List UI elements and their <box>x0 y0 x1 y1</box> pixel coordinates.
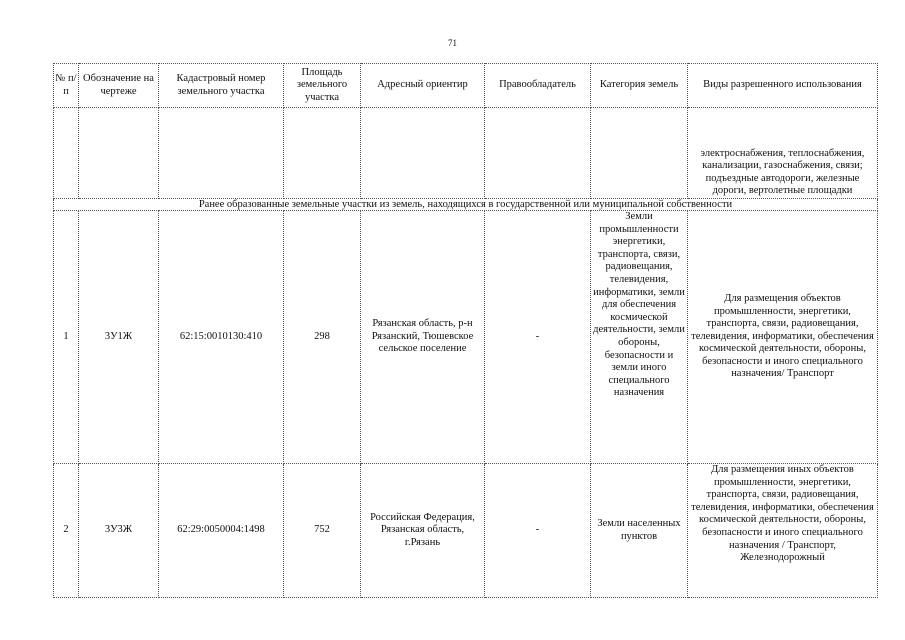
section-title: Ранее образованные земельные участки из земель, находящихся в государственной или муниципальной собственности <box>54 199 878 211</box>
cell-address: Рязанская область, р-н Рязанский, Тюшевское сельское поселение <box>361 211 485 464</box>
cell-designation: 3У3Ж <box>79 464 159 598</box>
cell-num: 2 <box>54 464 79 598</box>
header-category: Категория земель <box>591 64 688 108</box>
header-num: № п/п <box>54 64 79 108</box>
cell-num: 1 <box>54 211 79 464</box>
cell-address: Российская Федерация, Рязанская область, г.Рязань <box>361 464 485 598</box>
cell-usage: Для размещения объектов промышленности, энергетики, транспорта, связи, радиовещания, телевидения, информатики, обеспечения космической деятельности, обороны, безопасности и иного специального назначения/ Транспорт <box>688 211 878 464</box>
table-row-continuation <box>54 108 878 199</box>
table-header-row <box>54 64 878 108</box>
cell-category: Земли промышленности энергетики, транспорта, связи, радиовещания, телевидения, информатики, земли для обеспечения космической деятельности, земли обороны, безопасности и земли иного специального назначения <box>591 211 688 464</box>
table-row <box>54 211 878 464</box>
continuation-usage: электроснабжения, теплоснабжения, канализации, газоснабжения, связи; подъездные автодороги, железные дороги, вертолетные площадки <box>688 108 878 199</box>
cell-owner: - <box>485 464 591 598</box>
header-address: Адресный ориентир <box>361 64 485 108</box>
cell-cadastral: 62:15:0010130:410 <box>159 211 284 464</box>
cell-area: 752 <box>284 464 361 598</box>
cell-cadastral: 62:29:0050004:1498 <box>159 464 284 598</box>
header-cadastral: Кадастровый номер земельного участка <box>159 64 284 108</box>
section-row <box>54 199 878 211</box>
cell-designation: 3У1Ж <box>79 211 159 464</box>
header-owner: Правообладатель <box>485 64 591 108</box>
table-row <box>54 464 878 598</box>
header-area: Площадь земельного участка <box>284 64 361 108</box>
cell-area: 298 <box>284 211 361 464</box>
header-usage: Виды разрешенного использования <box>688 64 878 108</box>
page-number: 71 <box>448 38 457 48</box>
header-designation: Обозначение на чертеже <box>79 64 159 108</box>
cell-usage: Для размещения иных объектов промышленности, энергетики, транспорта, связи, радиовещания, телевидения, информатики, обеспечения космической деятельности, обороны, безопасности и иного специального назначения / Транспорт, Железнодорожный <box>688 464 878 598</box>
land-plots-table <box>53 63 878 598</box>
cell-owner: - <box>485 211 591 464</box>
cell-category: Земли населенных пунктов <box>591 464 688 598</box>
